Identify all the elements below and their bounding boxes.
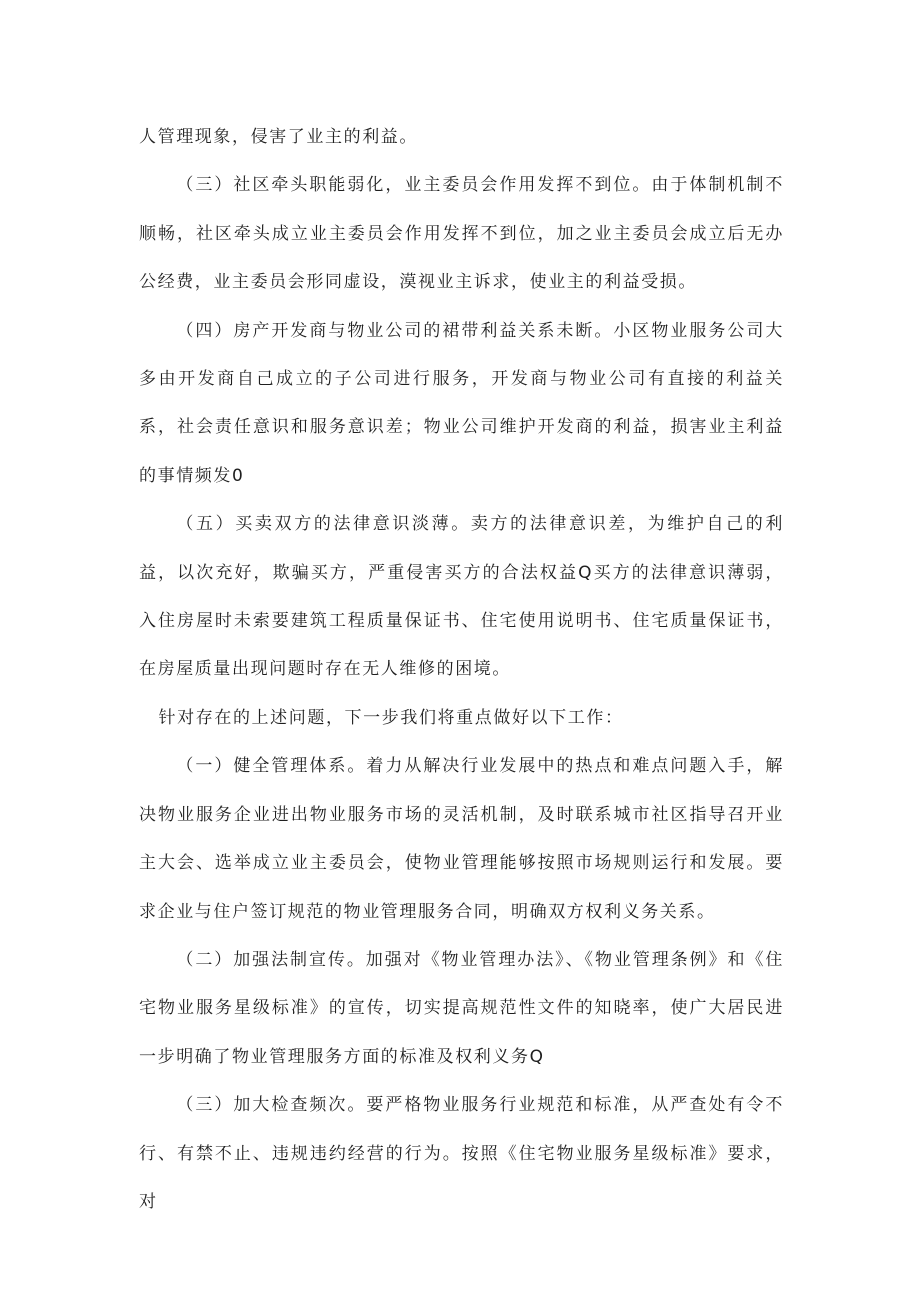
paragraph-action-2-publicity: （二）加强法制宣传。加强对《物业管理办法》、《物业管理条例》和《住宅物业服务星级标准》的宣传，切实提高规范性文件的知晓率，使广大居民进一步明确了物业管理服务方面的标准及权利义务Q [139,949,784,1067]
paragraph-next-steps-intro: 针对存在的上述问题，下一步我们将重点做好以下工作： [158,707,624,728]
paragraph-point-3-community: （三）社区牵头职能弱化，业主委员会作用发挥不到位。由于体制机制不顺畅，社区牵头成立业主委员会作用发挥不到位，加之业主委员会成立后无办公经费，业主委员会形同虚设，漠视业主诉求，使业主的利益受损。 [139,175,784,293]
document-body [139,113,784,1226]
paragraph-continuation: 人管理现象，侵害了业主的利益。 [139,127,418,147]
paragraph-point-5-legal-awareness: （五）买卖双方的法律意识淡薄。卖方的法律意识差，为维护自己的利益，以次充好，欺骗买方，严重侵害买方的合法权益Q买方的法律意识薄弱，入住房屋时未索要建筑工程质量保证书、住宅使用说明书、住宅质量保证书，在房屋质量出现问题时存在无人维修的困境。 [139,514,784,680]
paragraph-action-1-management: （一）健全管理体系。着力从解决行业发展中的热点和难点问题入手，解决物业服务企业进出物业服务市场的灵活机制，及时联系城市社区指导召开业主大会、选举成立业主委员会，使物业管理能够按照市场规则运行和发展。要求企业与住户签订规范的物业管理服务合同，明确双方权利义务关系。 [139,756,784,922]
paragraph-point-4-developer: （四）房产开发商与物业公司的裙带利益关系未断。小区物业服务公司大多由开发商自己成立的子公司进行服务，开发商与物业公司有直接的利益关系，社会责任意识和服务意识差；物业公司维护开发商的利益，损害业主利益的事情频发0 [139,320,784,486]
paragraph-action-3-inspection: （三）加大检查频次。要严格物业服务行业规范和标准，从严查处有令不行、有禁不止、违规违约经营的行为。按照《住宅物业服务星级标准》要求，对 [139,1095,784,1212]
